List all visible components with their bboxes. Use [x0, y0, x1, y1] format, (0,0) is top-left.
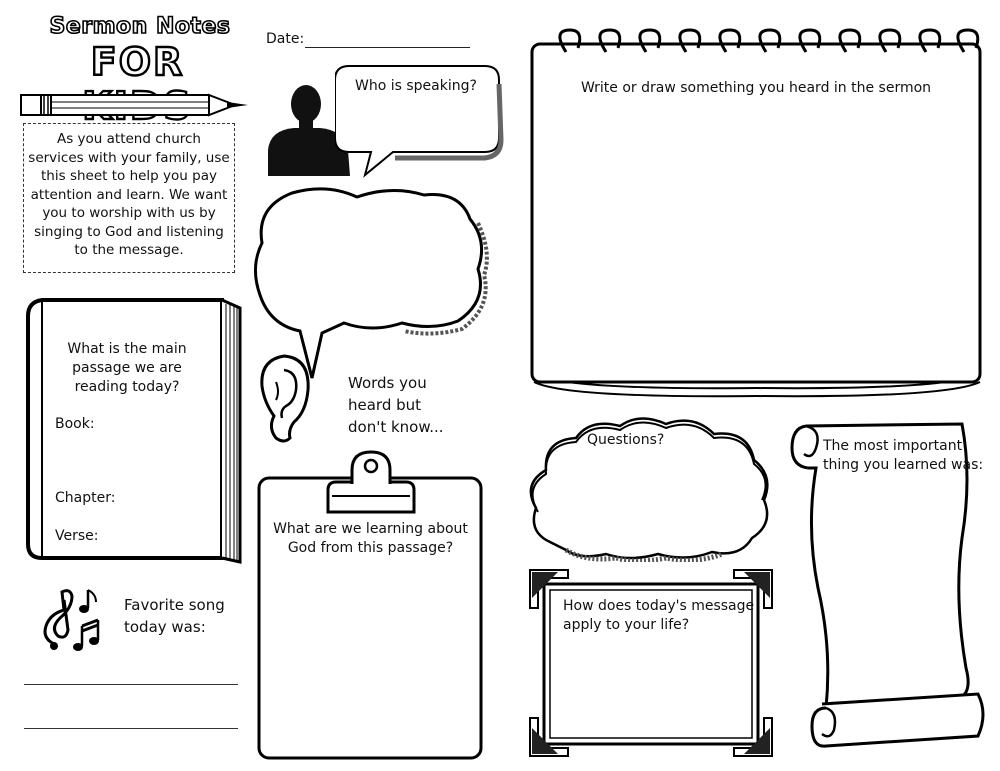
date-label: Date: — [266, 31, 305, 47]
title-for-kids: FOR — [90, 40, 185, 84]
intro-text: As you attend church services with your family, use this sheet to help you pay attention and learn. We want you to worship with us by singing to God and listening to the message. — [28, 131, 230, 258]
title-sermon-notes: Sermon Notes — [49, 14, 231, 39]
music-notes-icon — [36, 586, 108, 652]
apply-prompt-line-2: apply to your life? — [563, 617, 690, 633]
words-prompt-line-1: Words you — [348, 374, 427, 392]
notebook-prompt: Write or draw something you heard in the sermon — [580, 80, 932, 96]
song-prompt — [124, 594, 225, 638]
words-prompt-line-2: heard but — [348, 396, 422, 414]
apply-prompt — [563, 597, 754, 635]
learning-prompt — [268, 520, 473, 558]
pencil-icon — [20, 92, 250, 118]
intro-text-box — [23, 123, 235, 273]
passage-prompt — [62, 340, 192, 397]
song-prompt-line-2: today was: — [124, 618, 206, 636]
learning-prompt-line-1: What are we learning about — [273, 521, 468, 537]
book-label: Book: — [55, 416, 95, 432]
passage-prompt-line-2: passage we are — [72, 360, 182, 376]
words-prompt-line-3: don't know... — [348, 418, 444, 436]
scroll-prompt — [823, 437, 983, 475]
ear-icon — [254, 352, 312, 444]
chapter-label: Chapter: — [55, 490, 116, 506]
verse-label: Verse: — [55, 528, 99, 544]
passage-prompt-line-1: What is the main — [67, 341, 187, 357]
date-field[interactable] — [305, 47, 470, 48]
questions-prompt: Questions? — [587, 432, 665, 448]
song-prompt-line-1: Favorite song — [124, 596, 225, 614]
song-answer-line-1[interactable] — [24, 684, 238, 685]
apply-prompt-line-1: How does today's message — [563, 598, 755, 614]
song-answer-line-2[interactable] — [24, 728, 238, 729]
passage-prompt-line-3: reading today? — [74, 379, 180, 395]
learning-prompt-line-2: God from this passage? — [287, 540, 454, 556]
scroll-prompt-line-2: thing you learned was: — [823, 457, 984, 473]
words-prompt — [348, 372, 444, 438]
clipboard-frame — [256, 450, 486, 762]
speaker-prompt: Who is speaking? — [355, 78, 477, 94]
scroll-prompt-line-1: The most important — [823, 438, 963, 454]
